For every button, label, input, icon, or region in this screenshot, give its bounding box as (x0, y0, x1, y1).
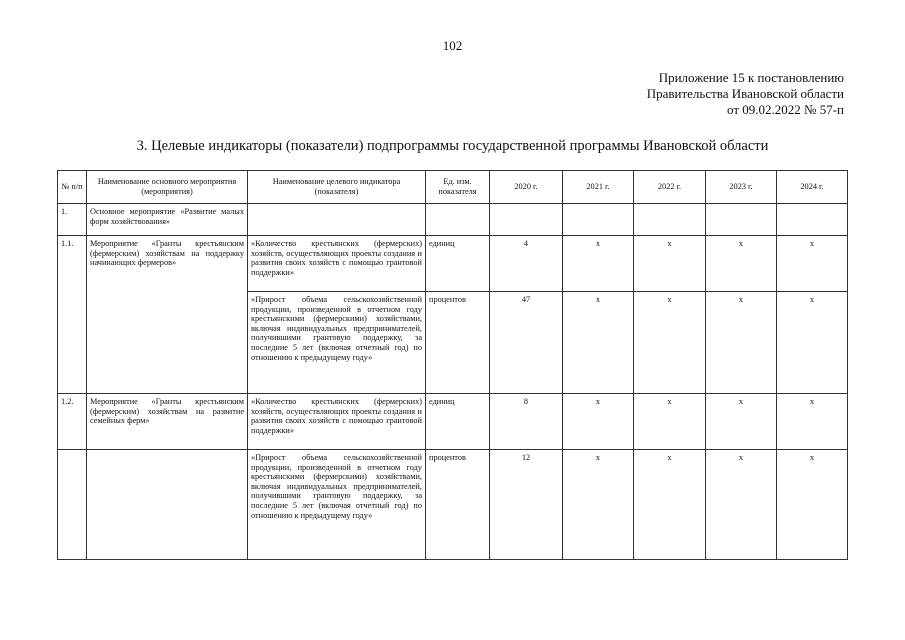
value-2021: x (563, 236, 634, 292)
value-2024: x (777, 236, 848, 292)
table-row (58, 450, 848, 560)
section-title: 3. Целевые индикаторы (показатели) подпрограммы государственной программы Ивановской области (136, 138, 769, 154)
header-indicator: Наименование целевого индикатора (показателя) (248, 171, 426, 204)
header-2022: 2022 г. (634, 171, 706, 204)
header-num: № п/п (58, 171, 87, 204)
header-unit: Ед. изм. показателя (426, 171, 490, 204)
row-event: Мероприятие «Гранты крестьянским (фермерским) хозяйствам на развитие семейных ферм» (87, 394, 248, 450)
indicator-name: «Прирост объема сельскохозяйственной продукции, произведенной в отчетном году крестьянскими (фермерскими) хозяйствами, включая индивидуальных предпринимателей, получившими грантовую поддержку, за последние 5 лет (включая отчетный год) по отношению к предыдущему году» (248, 292, 426, 394)
table-row (58, 394, 848, 450)
row-num: 1.1. (58, 236, 87, 394)
value-2022: x (634, 394, 706, 450)
value-2021: x (563, 292, 634, 394)
value-2020: 4 (490, 236, 563, 292)
indicator-name: «Количество крестьянских (фермерских) хозяйств, осуществляющих проекты создания и развития своих хозяйств с помощью грантовой поддержки» (248, 236, 426, 292)
indicators-table (57, 170, 848, 560)
value-2020: 12 (490, 450, 563, 560)
row-num: 1. (58, 204, 87, 236)
value-2020: 47 (490, 292, 563, 394)
row-event: Мероприятие «Гранты крестьянским (фермерским) хозяйствам на поддержку начинающих фермеров» (87, 236, 248, 394)
appendix-reference (647, 70, 844, 118)
value-2021: x (563, 450, 634, 560)
row-num: 1.2. (58, 394, 87, 450)
table-header-row (58, 171, 848, 204)
value-2022: x (634, 292, 706, 394)
page-number: 102 (442, 38, 463, 53)
appendix-line-1: Приложение 15 к постановлению (658, 70, 844, 85)
header-2024: 2024 г. (777, 171, 848, 204)
indicator-name: «Количество крестьянских (фермерских) хозяйств, осуществляющих проекты создания и развития своих хозяйств с помощью грантовой поддержки» (248, 394, 426, 450)
value-2022: x (634, 450, 706, 560)
table-row (58, 204, 848, 236)
value-2021: x (563, 394, 634, 450)
appendix-line-3: от 09.02.2022 № 57-п (727, 102, 844, 117)
header-2023: 2023 г. (706, 171, 777, 204)
value-2023: x (706, 394, 777, 450)
appendix-line-2: Правительства Ивановской области (646, 86, 844, 101)
table-row (58, 236, 848, 292)
value-2024: x (777, 450, 848, 560)
indicator-name: «Прирост объема сельскохозяйственной продукции, произведенной в отчетном году крестьянскими (фермерскими) хозяйствами, включая индивидуальных предпринимателей, получившими грантовую поддержку, за последние 5 лет (включая отчетный год) по отношению к предыдущему году» (248, 450, 426, 560)
indicator-unit: единиц (426, 394, 490, 450)
indicator-unit: процентов (426, 292, 490, 394)
value-2024: x (777, 394, 848, 450)
value-2024: x (777, 292, 848, 394)
value-2020: 8 (490, 394, 563, 450)
value-2023: x (706, 450, 777, 560)
row-event: Основное мероприятие «Развитие малых форм хозяйствования» (87, 204, 248, 236)
value-2023: x (706, 236, 777, 292)
indicator-unit: процентов (426, 450, 490, 560)
header-event: Наименование основного мероприятия (мероприятия) (87, 171, 248, 204)
value-2023: x (706, 292, 777, 394)
header-2021: 2021 г. (563, 171, 634, 204)
header-2020: 2020 г. (490, 171, 563, 204)
indicator-unit: единиц (426, 236, 490, 292)
value-2022: x (634, 236, 706, 292)
